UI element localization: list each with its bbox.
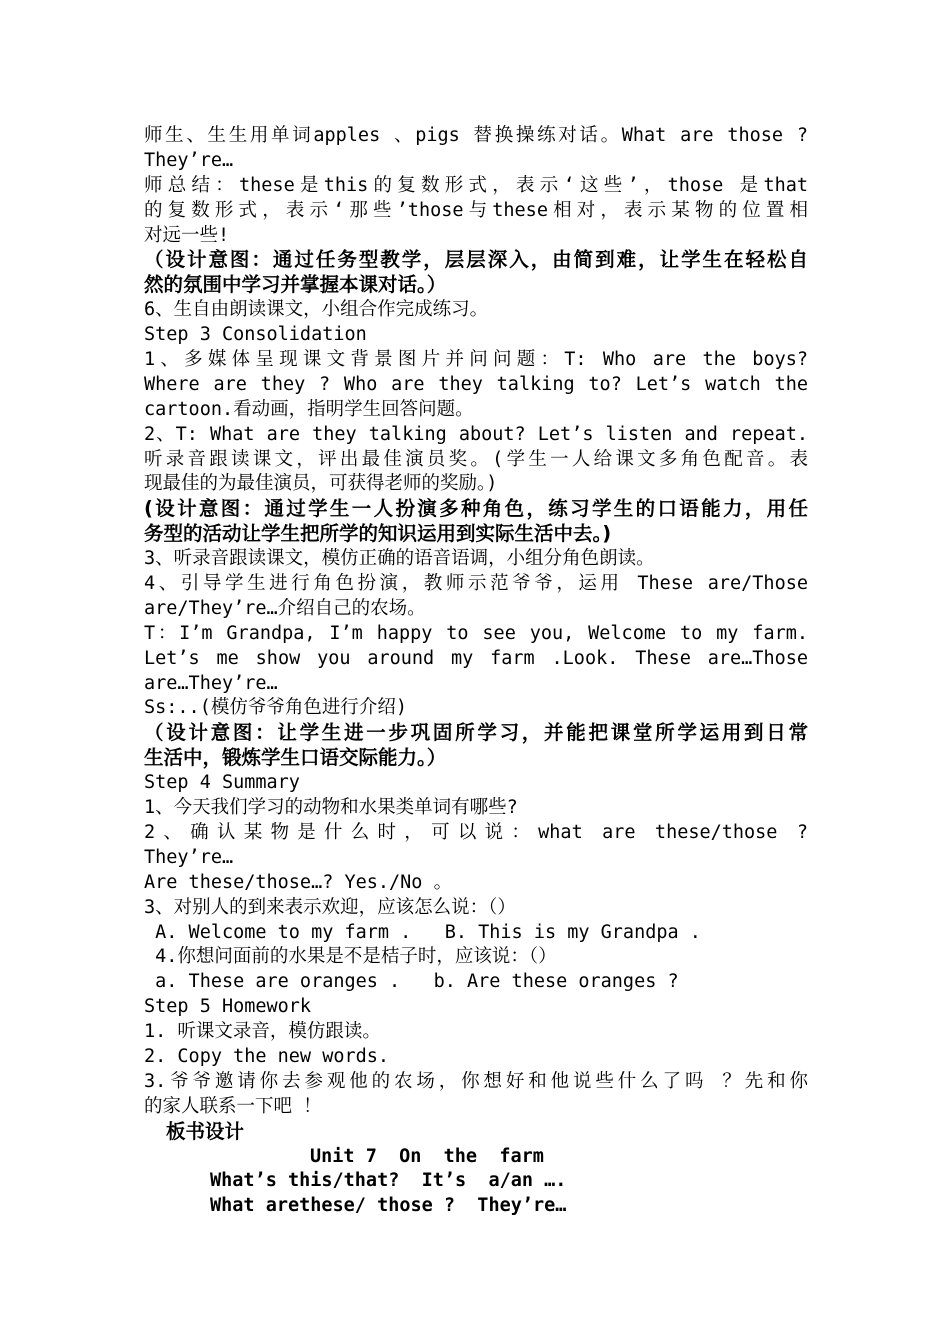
text-line: 1. 听课文录音，模仿跟读。: [144, 1021, 381, 1043]
text-line: 师总结：these是this的复数形式，表示‘这些’，those 是that: [144, 174, 808, 196]
board-heading: 板书设计: [166, 1119, 245, 1143]
text-line: 的家人联系一下吧 ！: [144, 1095, 322, 1117]
text-line: 2、T: What are they talking about? Let’s listen and repeat.: [144, 423, 808, 445]
design-intent-line: （设计意图：让学生进一步巩固所学习，并能把课堂所学运用到日常: [144, 721, 808, 745]
text-line: 3、听录音跟读课文，模仿正确的语音语调，小组分角色朗读。: [144, 548, 655, 570]
text-line: are/They’re…介绍自己的农场。: [144, 597, 426, 619]
text-line: 1、多媒体呈现课文背景图片并问问题：T: Who are the boys?: [144, 349, 808, 371]
text-line: 3、对别人的到来表示欢迎，应该怎么说：（）: [144, 896, 516, 918]
document-page: [144, 124, 808, 1219]
text-line: 3.爷爷邀请你去参观他的农场，你想好和他说些什么了吗 ？先和你: [144, 1070, 808, 1092]
text-line: 2. Copy the new words.: [144, 1045, 390, 1067]
design-intent-line: 务型的活动让学生把所学的知识运用到实际生活中去。): [144, 522, 612, 546]
text-line: A. Welcome to my farm . B. This is my Grandpa .: [144, 921, 701, 943]
text-line: T：I’m Grandpa, I’m happy to see you, Welcome to my farm.: [144, 622, 808, 644]
text-line: 2、确认某物是什么时，可以说：what are these/those ?: [144, 821, 808, 843]
text-line: cartoon.看动画，指明学生回答问题。: [144, 398, 474, 420]
text-line: They’re…: [144, 846, 234, 868]
text-line: 对远一些!: [144, 224, 230, 246]
text-line: 师生、生生用单词apples 、pigs 替换操练对话。What are those ?: [144, 125, 808, 146]
board-line: What arethese/ those ? They’re…: [210, 1195, 567, 1217]
text-line: 4、引导学生进行角色扮演，教师示范爷爷，运用 These are/Those: [144, 573, 808, 595]
text-line: 现最佳的为最佳演员，可获得老师的奖励。): [144, 473, 498, 495]
board-title: Unit 7 On the farm: [310, 1145, 544, 1167]
text-line: Where are they ? Who are they talking to? Let’s watch the: [144, 373, 808, 395]
step-heading: Step 3 Consolidation: [144, 324, 367, 346]
text-line: Let’s me show you around my farm .Look. These are…Those: [144, 647, 808, 669]
design-intent-line: 生活中，锻炼学生口语交际能力。）: [144, 746, 447, 770]
text-line: 的复数形式，表示‘那些’those与these相对，表示某物的位置相: [144, 199, 808, 221]
text-line: 4.你想问面前的水果是不是桔子时，应该说：（）: [144, 946, 557, 968]
design-intent-line: 然的氛围中学习并掌握本课对话。）: [144, 273, 447, 297]
text-line: are…They’re…: [144, 672, 278, 694]
text-line: 1、今天我们学习的动物和水果类单词有哪些?: [144, 797, 518, 819]
text-line: a. These are oranges . b. Are these oranges ?: [144, 971, 679, 993]
board-line: What’s this/that? It’s a/an ….: [210, 1170, 567, 1192]
text-line: Are these/those…? Yes./No 。: [144, 871, 453, 893]
design-intent-line: (设计意图：通过学生一人扮演多种角色，练习学生的口语能力，用任: [144, 497, 808, 521]
text-line: 6、生自由朗读课文，小组合作完成练习。: [144, 299, 489, 321]
text-line: They’re…: [144, 149, 234, 171]
design-intent-line: （设计意图：通过任务型教学，层层深入，由简到难，让学生在轻松自: [144, 248, 808, 272]
step-heading: Step 5 Homework: [144, 996, 312, 1018]
text-line: Ss:..(模仿爷爷角色进行介绍): [144, 697, 407, 719]
step-heading: Step 4 Summary: [144, 772, 300, 794]
text-line: 听录音跟读课文，评出最佳演员奖。(学生一人给课文多角色配音。表: [144, 448, 808, 470]
